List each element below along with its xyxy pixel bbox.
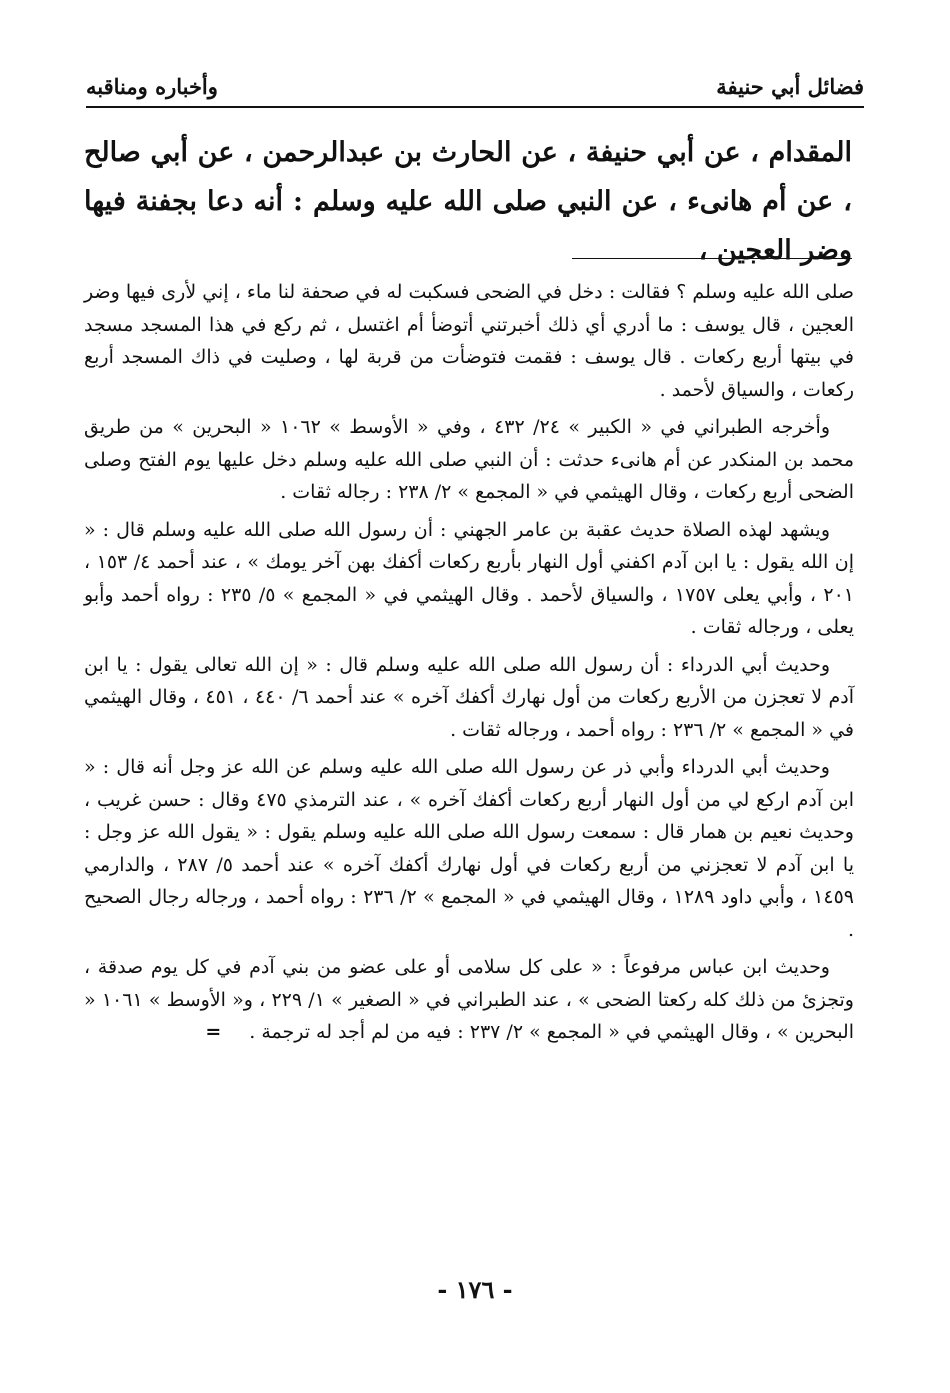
footnote-paragraph: وحديث أبي الدرداء : أن رسول الله صلى الله عليه وسلم قال : « إن الله تعالى يقول : يا ابن آدم لا تعجزن من الأربع ركعات من أول نهارك أكفك آخره » عند أحمد ٦/ ٤٤٠ ، ٤٥١ ، وقال الهيثمي في « المجمع » ٢/ ٢٣٦ : رواه أحمد ، ورجاله ثقات .: [84, 653, 854, 741]
header-book-title: فضائل أبي حنيفة: [716, 74, 864, 99]
header-section-title: وأخباره ومناقبه: [86, 74, 218, 99]
footnote-separator: [572, 258, 852, 259]
page-number: - ١٧٦ -: [437, 1275, 513, 1304]
main-paragraph: المقدام ، عن أبي حنيفة ، عن الحارث بن عبدالرحمن ، عن أبي صالح ، عن أم هانىء ، عن النبي صلى الله عليه وسلم : أنه دعا بجفنة فيها وضر العجين ،: [84, 137, 852, 266]
footnote-paragraph: وحديث أبي الدرداء وأبي ذر عن رسول الله صلى الله عليه وسلم عن الله عز وجل أنه قال : « ابن آدم اركع لي من أول النهار أربع ركعات أكفك آخره » ، عند الترمذي ٤٧٥ وقال : حسن غريب ، وحديث نعيم بن همار قال : سمعت رسول الله صلى الله عليه وسلم يقول : « يقول الله عز وجل : يا ابن آدم لا تعجزني من أربع ركعات في أول نهارك أكفك آخره » عند أحمد ٥/ ٢٨٧ ، والدارمي ١٤٥٩ ، وأبي داود ١٢٨٩ ، وقال الهيثمي في « المجمع » ٢/ ٢٣٦ : رواه أحمد ، ورجاله رجال الصحيح .: [84, 756, 854, 941]
footnote-last-text: وحديث ابن عباس مرفوعاً : « على كل سلامى أو على عضو من بني آدم في كل يوم صدقة ، وتجزئ من ذلك كله ركعتا الضحى » ، عند الطبراني في « الصغير » ١/ ٢٢٩ ، و« الأوسط » ١٠٦١ « البحرين » ، وقال الهيثمي في « المجمع » ٢/ ٢٣٧ : فيه من لم أجد له ترجمة .: [84, 956, 854, 1043]
footnote-paragraph: ويشهد لهذه الصلاة حديث عقبة بن عامر الجهني : أن رسول الله صلى الله عليه وسلم قال : « إن الله يقول : يا ابن آدم اكفني أول النهار بأربع ركعات أكفك بهن آخر يومك » ، عند أحمد ٤/ ١٥٣ ، ٢٠١ ، وأبي يعلى ١٧٥٧ ، والسياق لأحمد . وقال الهيثمي في « المجمع » ٥/ ٢٣٥ : رواه أحمد وأبو يعلى ، ورجاله ثقات .: [84, 518, 854, 638]
footnote-paragraph: صلى الله عليه وسلم ؟ فقالت : دخل في الضحى فسكبت له في صحفة لنا ماء ، إني لأرى فيها وضر العجين ، قال يوسف : ما أدري أي ذلك أخبرتني أتوضأ أم اغتسل ، ثم ركع في هذا المسجد مسجد في بيتها أربع ركعات . قال يوسف : فقمت فتوضأت من قربة لها ، وصليت في ذاك المسجد أربع ركعات ، والسياق لأحمد .: [84, 281, 854, 401]
footnote-paragraph: وأخرجه الطبراني في « الكبير » ٢٤/ ٤٣٢ ، وفي « الأوسط » ١٠٦٢ « البحرين » من طريق محمد بن المنكدر عن أم هانىء حدثت : أن النبي صلى الله عليه وسلم دخل عليها يوم الفتح وصلى الضحى أربع ركعات ، وقال الهيثمي في « المجمع » ٢/ ٢٣٨ : رجاله ثقات .: [84, 416, 854, 503]
continuation-mark: =: [205, 1021, 222, 1043]
footnote-paragraph-last: [84, 951, 854, 1049]
running-header: [86, 72, 864, 108]
main-text: [84, 128, 852, 275]
footnotes: [84, 276, 854, 1054]
